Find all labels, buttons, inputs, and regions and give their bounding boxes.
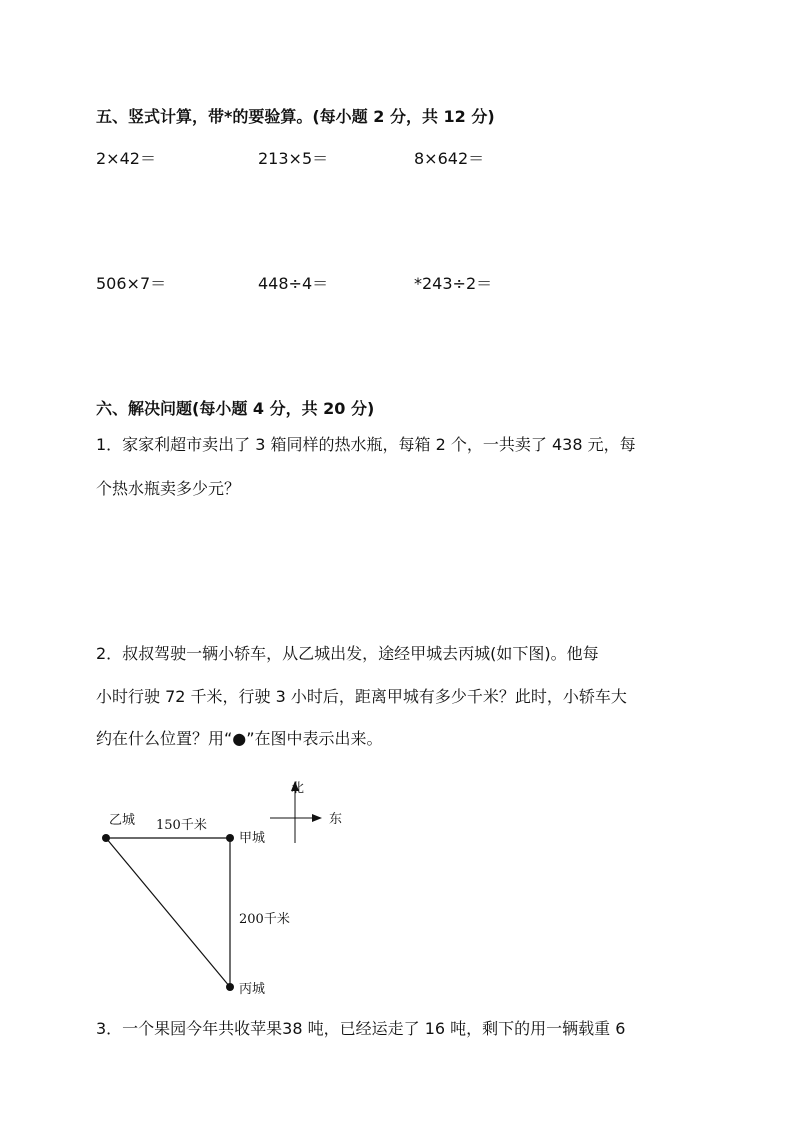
question2-line3: 约在什么位置？用“●”在图中表示出来。 [96, 729, 383, 748]
question1-line1: 1．家家利超市卖出了 3 箱同样的热水瓶，每箱 2 个，一共卖了 438 元，每 [96, 435, 636, 454]
problem-8x642: 8×642＝ [414, 149, 485, 168]
compass-east-arrow-icon [312, 814, 322, 822]
distance-yi-jia: 150千米 [156, 818, 207, 833]
question1-line2: 个热水瓶卖多少元？ [96, 479, 241, 498]
city-yi-label: 乙城 [109, 813, 136, 828]
distance-jia-bing: 200千米 [239, 912, 290, 927]
section6-title: 六、解决问题(每小题 4 分，共 20 分) [96, 399, 375, 418]
compass-north-label: 北 [291, 781, 305, 796]
city-yi-dot [102, 834, 110, 842]
city-bing-label: 丙城 [239, 982, 266, 997]
city-jia-dot [226, 834, 234, 842]
question2-line2: 小时行驶 72 千米，行驶 3 小时后，距离甲城有多少千米？此时，小轿车大 [96, 687, 627, 706]
section5-title: 五、竖式计算，带*的要验算。(每小题 2 分，共 12 分) [96, 107, 495, 126]
problem-213x5: 213×5＝ [258, 149, 329, 168]
city-jia-label: 甲城 [239, 831, 266, 846]
compass-east-label: 东 [329, 812, 343, 827]
question2-line1: 2．叔叔驾驶一辆小轿车，从乙城出发，途经甲城去丙城(如下图)。他每 [96, 644, 599, 663]
problem-243div2: *243÷2＝ [414, 274, 493, 293]
city-bing-dot [226, 983, 234, 991]
problem-2x42: 2×42＝ [96, 149, 156, 168]
question3-line1: 3．一个果园今年共收苹果38 吨，已经运走了 16 吨，剩下的用一辆载重 6 [96, 1019, 626, 1038]
problem-448div4: 448÷4＝ [258, 274, 329, 293]
problem-506x7: 506×7＝ [96, 274, 167, 293]
route-yi-bing [106, 838, 230, 987]
